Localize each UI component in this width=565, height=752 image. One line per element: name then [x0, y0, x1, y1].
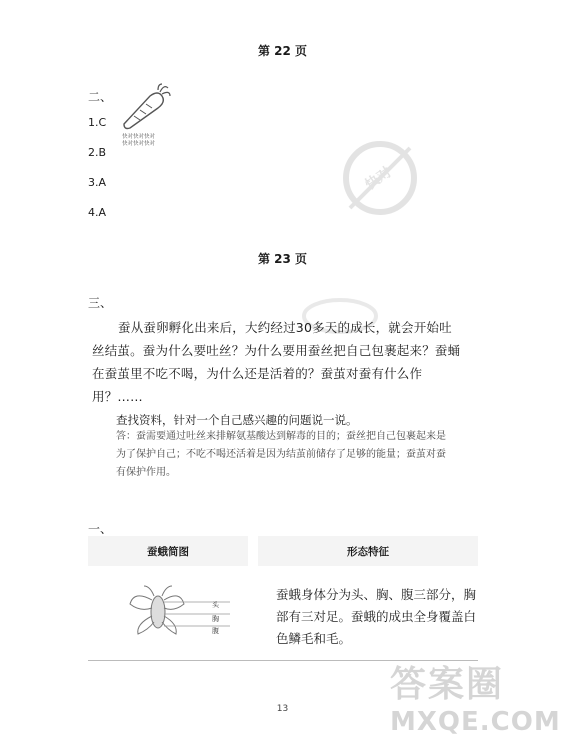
label-thorax: 胸: [212, 615, 219, 623]
page-23-heading: 第 23 页: [257, 252, 308, 266]
footer-watermark: 答案圈 MXQE.COM: [390, 664, 561, 737]
section-one-label: 一、: [88, 522, 113, 536]
answer-2: 2.B: [88, 146, 107, 159]
page-22-heading: 第 22 页: [257, 44, 308, 58]
watermark-stamp: 快对: [330, 128, 430, 228]
silkmoth-diagram: [124, 582, 236, 642]
reading-passage: 蚕从蚕卵孵化出来后，大约经过30多天的成长，就会开始吐丝结茧。蚕为什么要吐丝？为什么要用蚕丝把自己包裹起来？蚕蛹在蚕茧里不吃不喝，为什么还是活着的？蚕茧对蚕有什么作用？……: [92, 320, 461, 404]
label-abdomen: 腹: [212, 627, 219, 635]
page-number: 13: [276, 704, 289, 714]
answer-3: 3.A: [88, 176, 107, 189]
section-two-label: 二、: [88, 90, 113, 104]
section-three-label: 三、: [88, 296, 113, 310]
carrot-logo-icon: [118, 82, 174, 132]
table-header-features: 形态特征: [258, 536, 478, 566]
question-prompt: 查找资料，针对一个自己感兴趣的问题说一说。: [116, 413, 358, 427]
logo-caption: 快对快对快对 快对快对快对: [122, 134, 156, 147]
answer-4: 4.A: [88, 206, 107, 219]
label-head: 头: [212, 601, 219, 609]
silkmoth-table: [88, 536, 478, 660]
answer-1: 1.C: [88, 116, 107, 129]
feature-description: 蚕蛾身体分为头、胸、腹三部分，胸部有三对足。蚕蛾的成虫全身覆盖白色鳞毛和毛。: [276, 587, 477, 646]
answer-text: 答：蚕需要通过吐丝来排解氨基酸达到解毒的目的；蚕丝把自己包裹起来是为了保护自己；不吃不喝还活着是因为结茧前储存了足够的能量；蚕茧对蚕有保护作用。: [116, 431, 446, 478]
table-header-diagram: 蚕蛾简图: [88, 536, 248, 566]
